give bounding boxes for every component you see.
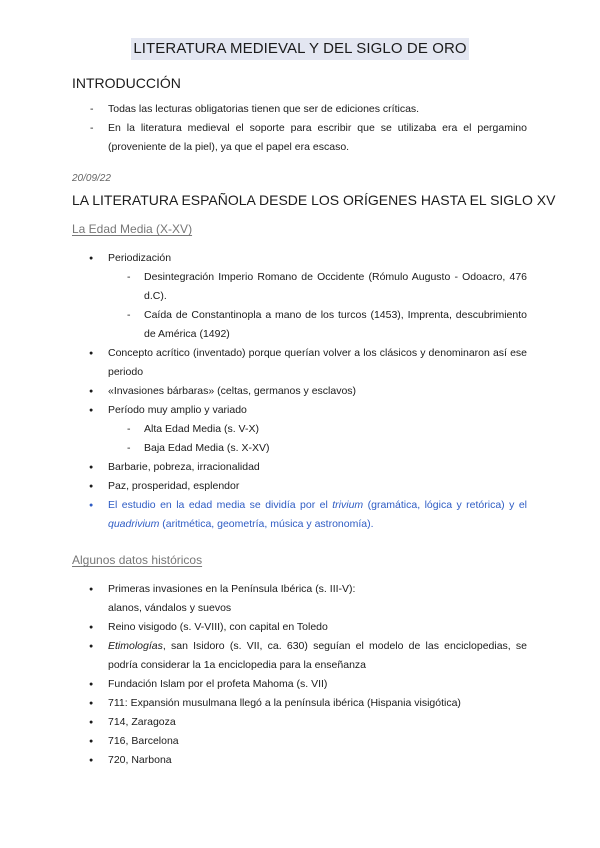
text-run-italic: Etimologías bbox=[108, 640, 163, 652]
list-item: ● Fundación Islam por el profeta Mahoma (s. VII) bbox=[72, 675, 527, 694]
title-block bbox=[0, 38, 600, 60]
subheading-datos: Algunos datos históricos bbox=[72, 553, 203, 567]
list-item: - Alta Edad Media (s. V-X) bbox=[72, 420, 527, 439]
page-title: LITERATURA MEDIEVAL Y DEL SIGLO DE ORO bbox=[131, 38, 468, 60]
text-run: (gramática, lógica y retórica) y el bbox=[363, 499, 527, 511]
text-run: alanos, vándalos y suevos bbox=[108, 602, 232, 614]
intro-list bbox=[72, 100, 527, 157]
text-run: Primeras invasiones en la Península Ibérica (s. III-V): bbox=[108, 583, 356, 595]
text-run: (aritmética, geometría, música y astronomía). bbox=[159, 518, 374, 530]
date-label: 20/09/22 bbox=[72, 173, 111, 184]
list-item bbox=[72, 637, 527, 675]
list-item: ● 720, Narbona bbox=[72, 751, 527, 770]
list-item: - Desintegración Imperio Romano de Occidente (Rómulo Augusto - Odoacro, 476 d.C). bbox=[72, 268, 527, 306]
section-heading: LA LITERATURA ESPAÑOLA DESDE LOS ORÍGENES HASTA EL SIGLO XV bbox=[72, 192, 556, 208]
list-item: ● Paz, prosperidad, esplendor bbox=[72, 477, 527, 496]
text-run-italic: trivium bbox=[332, 499, 364, 511]
list-item: - Todas las lecturas obligatorias tienen que ser de ediciones críticas. bbox=[72, 100, 527, 119]
text-run: , san Isidoro (s. VII, ca. 630) seguían el modelo de las enciclopedias, se podría considerar la 1a enciclopedia para la enseñanza bbox=[108, 640, 527, 671]
datos-list bbox=[72, 580, 527, 770]
list-item: ● 716, Barcelona bbox=[72, 732, 527, 751]
list-item: ● 714, Zaragoza bbox=[72, 713, 527, 732]
list-item: - Baja Edad Media (s. X-XV) bbox=[72, 439, 527, 458]
text-run: El estudio en la edad media se dividía por el bbox=[108, 499, 333, 511]
subheading-edad-media: La Edad Media (X-XV) bbox=[72, 222, 193, 236]
list-item: ● «Invasiones bárbaras» (celtas, germanos y esclavos) bbox=[72, 382, 527, 401]
list-item: - En la literatura medieval el soporte para escribir que se utilizaba era el pergamino (proveniente de la piel), ya que el papel era escaso. bbox=[72, 119, 527, 157]
list-item: - Caída de Constantinopla a mano de los turcos (1453), Imprenta, descubrimiento de América (1492) bbox=[72, 306, 527, 344]
list-item: ● Barbarie, pobreza, irracionalidad bbox=[72, 458, 527, 477]
list-item: ● Período muy amplio y variado bbox=[72, 401, 527, 420]
list-item bbox=[72, 580, 527, 618]
text-run-italic: quadrivium bbox=[108, 518, 160, 530]
list-item: ● Periodización bbox=[72, 249, 527, 268]
list-item: ● Reino visigodo (s. V-VIII), con capital en Toledo bbox=[72, 618, 527, 637]
list-item: ● Concepto acrítico (inventado) porque querían volver a los clásicos y denominaron así ese periodo bbox=[72, 344, 527, 382]
list-item: ● 711: Expansión musulmana llegó a la península ibérica (Hispania visigótica) bbox=[72, 694, 527, 713]
edad-media-list bbox=[72, 249, 527, 534]
intro-heading: INTRODUCCIÓN bbox=[72, 75, 181, 91]
list-item-highlight bbox=[72, 496, 527, 534]
